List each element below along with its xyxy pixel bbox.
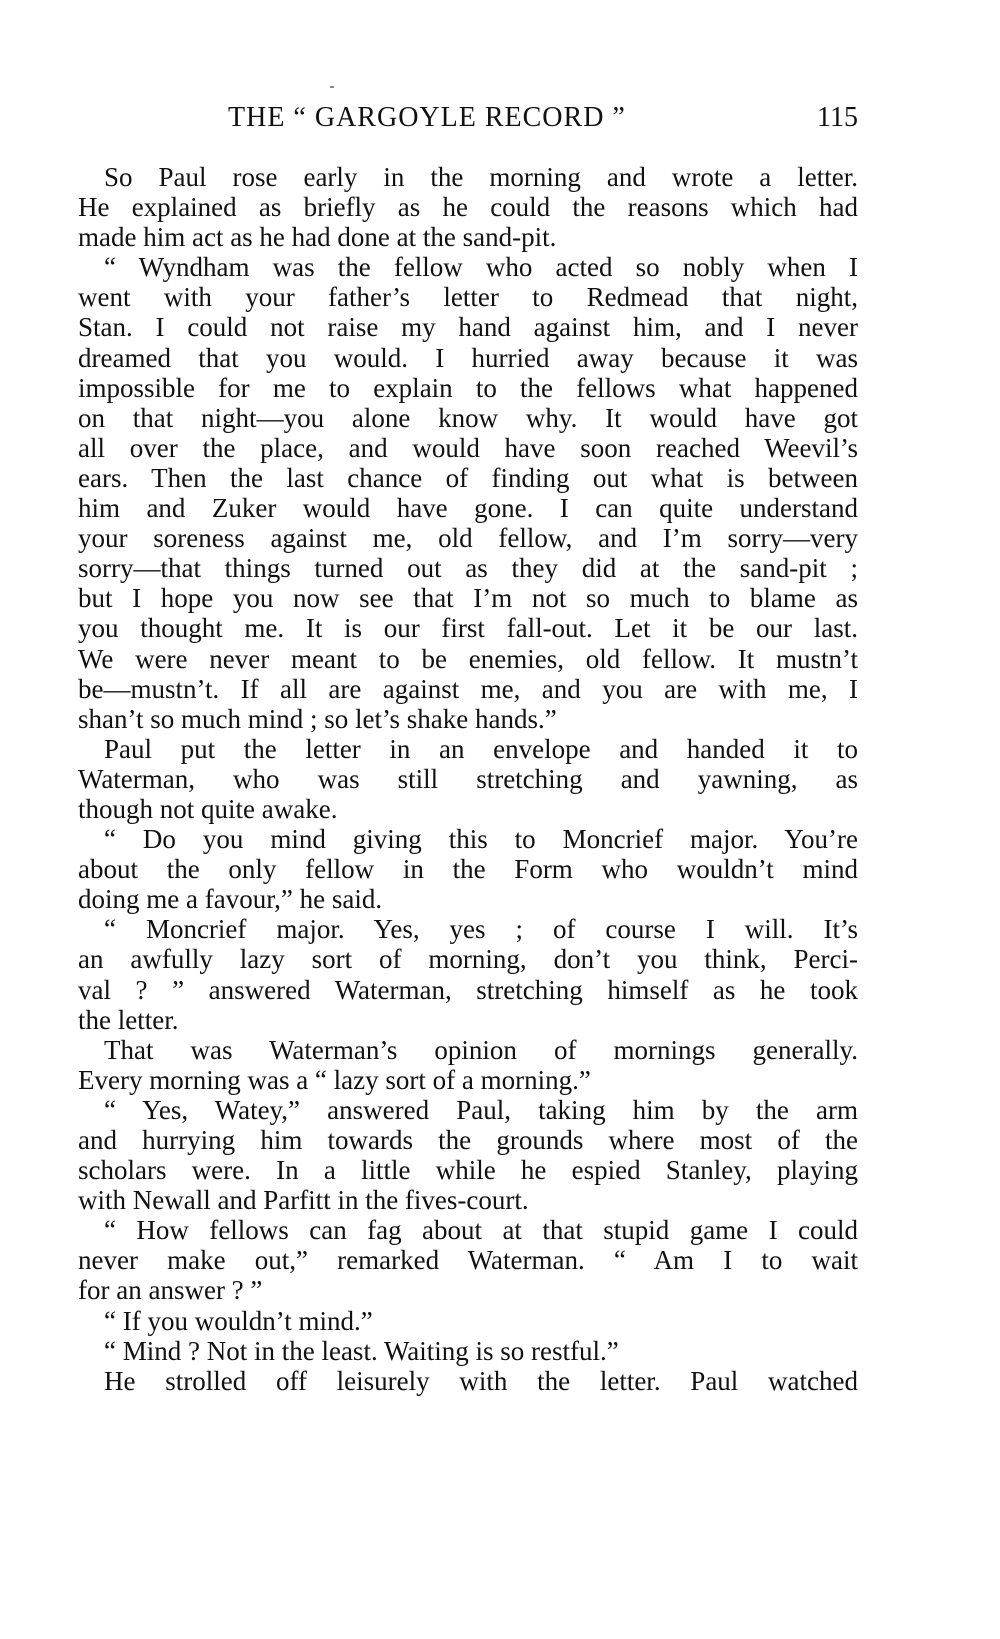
text-line: dreamed that you would. I hurried away because it was <box>78 342 858 373</box>
text-line: doing me a favour,” he said. <box>78 884 383 915</box>
text-line: on that night—you alone know why. It would have got <box>78 402 858 433</box>
text-line: “ Yes, Watey,” answered Paul, taking him by the arm <box>104 1094 858 1125</box>
text-line: all over the place, and would have soon reached Weevil’s <box>78 432 858 463</box>
text-line: the letter. <box>78 1004 179 1035</box>
text-line: scholars were. In a little while he espied Stanley, playing <box>78 1155 858 1186</box>
text-line: ears. Then the last chance of finding out what is between <box>78 462 858 493</box>
text-line: with Newall and Parfitt in the fives-court. <box>78 1185 529 1216</box>
text-line: “ How fellows can fag about at that stupid game I could <box>104 1215 858 1246</box>
text-line: but I hope you now see that I’m not so much to blame as <box>78 583 858 614</box>
text-line: you thought me. It is our first fall-out. Let it be our last. <box>78 613 858 644</box>
text-line: He strolled off leisurely with the letter. Paul watched <box>104 1365 858 1396</box>
print-speck <box>330 86 334 88</box>
text-line: “ If you wouldn’t mind.” <box>104 1305 373 1336</box>
text-line: be—mustn’t. If all are against me, and you are with me, I <box>78 673 858 704</box>
text-line: val ? ” answered Waterman, stretching himself as he took <box>78 974 858 1005</box>
text-line: So Paul rose early in the morning and wrote a letter. <box>104 162 858 192</box>
text-line: for an answer ? ” <box>78 1275 263 1306</box>
text-line: “ Mind ? Not in the least. Waiting is so restful.” <box>104 1335 619 1366</box>
text-line: “ Wyndham was the fellow who acted so nobly when I <box>104 252 858 283</box>
text-line: never make out,” remarked Waterman. “ Am I to wait <box>78 1245 858 1276</box>
text-line: made him act as he had done at the sand-pit. <box>78 222 557 253</box>
text-line: Every morning was a “ lazy sort of a morning.” <box>78 1064 591 1095</box>
text-line: about the only fellow in the Form who wouldn’t mind <box>78 854 858 885</box>
text-line: Paul put the letter in an envelope and handed it to <box>104 733 858 764</box>
text-line: an awfully lazy sort of morning, don’t you think, Perci- <box>78 944 858 975</box>
text-line: That was Waterman’s opinion of mornings generally. <box>104 1034 858 1065</box>
text-line: We were never meant to be enemies, old fellow. It mustn’t <box>78 643 858 674</box>
text-line: and hurrying him towards the grounds where most of the <box>78 1125 858 1155</box>
page-header <box>78 102 858 142</box>
running-title: THE “ GARGOYLE RECORD ” <box>228 102 626 133</box>
body-text <box>78 162 858 1396</box>
text-line: sorry—that things turned out as they did at the sand-pit ; <box>78 553 858 584</box>
page-number: 115 <box>817 102 858 133</box>
text-line: “ Do you mind giving this to Moncrief major. You’re <box>104 824 858 855</box>
text-line: your soreness against me, old fellow, and I’m sorry—very <box>78 523 858 554</box>
text-line: Stan. I could not raise my hand against him, and I never <box>78 312 858 343</box>
text-line: impossible for me to explain to the fellows what happened <box>78 372 858 403</box>
text-line: though not quite awake. <box>78 793 338 824</box>
text-line: “ Moncrief major. Yes, yes ; of course I will. It’s <box>104 914 858 945</box>
text-line: shan’t so much mind ; so let’s shake hands.” <box>78 703 557 734</box>
text-line: went with your father’s letter to Redmead that night, <box>78 282 858 313</box>
text-line: Waterman, who was still stretching and yawning, as <box>78 763 858 794</box>
text-line: He explained as briefly as he could the reasons which had <box>78 192 858 223</box>
text-line: him and Zuker would have gone. I can quite understand <box>78 493 858 524</box>
